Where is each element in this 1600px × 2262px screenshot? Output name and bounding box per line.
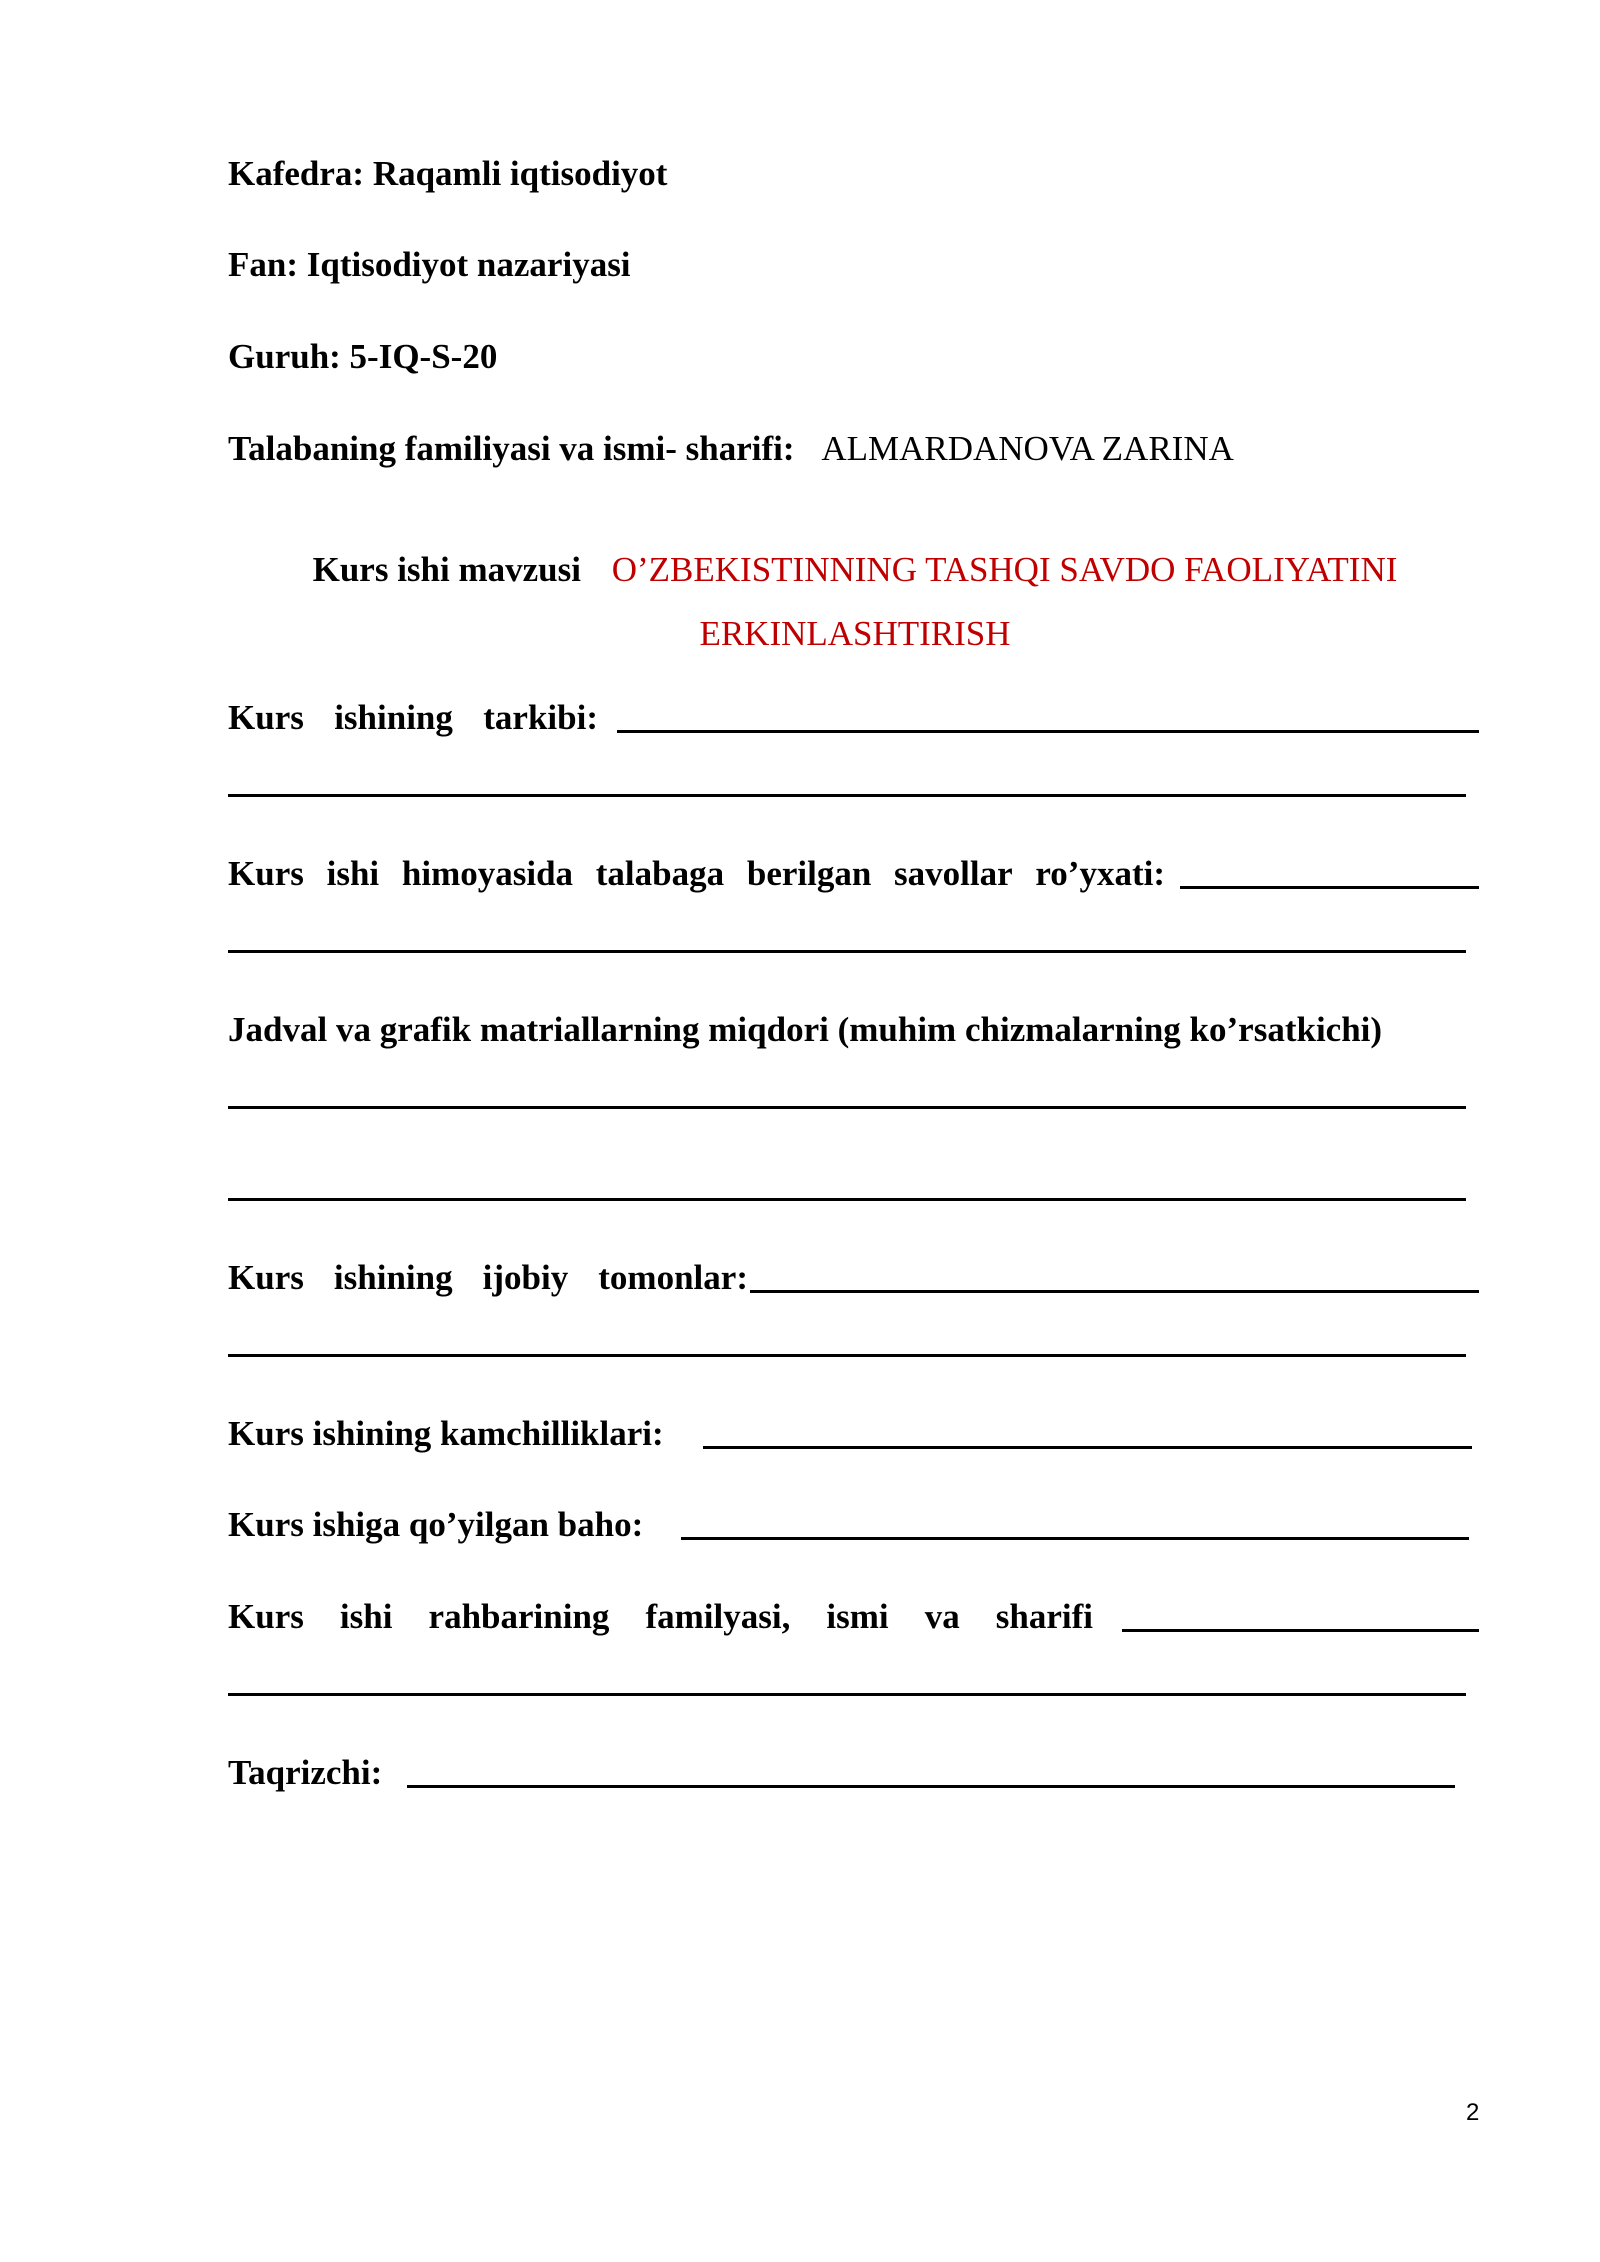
student-name-value: ALMARDANOVA ZARINA (821, 429, 1234, 468)
supervisor-input-line-2[interactable] (228, 1693, 1466, 1696)
questions-input-line[interactable] (1180, 886, 1479, 889)
composition-input-line[interactable] (617, 730, 1479, 733)
course-topic (228, 538, 1482, 666)
positives-input-line[interactable] (750, 1290, 1479, 1293)
group-label: Guruh: 5-IQ-S-20 (228, 337, 498, 376)
reviewer-input-line[interactable] (407, 1785, 1455, 1788)
course-topic-title-1: O’ZBEKISTINNING TASHQI SAVDO FAOLIYATINI (611, 550, 1398, 589)
supervisor-input-line[interactable] (1122, 1629, 1479, 1632)
questions-label: Kurs ishi himoyasida talabaga berilgan savollar ro’yxati: (228, 854, 1165, 893)
questions-input-line-2[interactable] (228, 950, 1466, 953)
tables-graphics-input-line[interactable] (228, 1106, 1466, 1109)
student-name-row (228, 427, 1234, 471)
tables-graphics-input-line-2[interactable] (228, 1198, 1466, 1201)
page-number: 2 (1466, 2099, 1480, 2126)
positives-input-line-2[interactable] (228, 1354, 1466, 1357)
shortcomings-label: Kurs ishining kamchilliklari: (228, 1414, 664, 1453)
course-topic-title-2: ERKINLASHTIRISH (699, 614, 1011, 653)
reviewer-label: Taqrizchi: (228, 1753, 383, 1792)
course-topic-line-1 (228, 538, 1482, 602)
grade-label: Kurs ishiga qo’yilgan baho: (228, 1505, 644, 1544)
supervisor-label: Kurs ishi rahbarining familyasi, ismi va sharifi (228, 1597, 1093, 1636)
department-label: Kafedra: Raqamli iqtisodiyot (228, 154, 668, 193)
shortcomings-input-line[interactable] (703, 1446, 1472, 1449)
student-name-label: Talabaning familiyasi va ismi- sharifi: (228, 429, 795, 468)
grade-input-line[interactable] (681, 1537, 1469, 1540)
course-topic-label: Kurs ishi mavzusi (312, 550, 581, 589)
composition-label: Kurs ishining tarkibi: (228, 698, 598, 737)
composition-input-line-2[interactable] (228, 794, 1466, 797)
subject-label: Fan: Iqtisodiyot nazariyasi (228, 245, 631, 284)
tables-graphics-label: Jadval va grafik matriallarning miqdori (muhim chizmalarning ko’rsatkichi) (228, 1010, 1383, 1049)
positives-label: Kurs ishining ijobiy tomonlar: (228, 1258, 748, 1297)
